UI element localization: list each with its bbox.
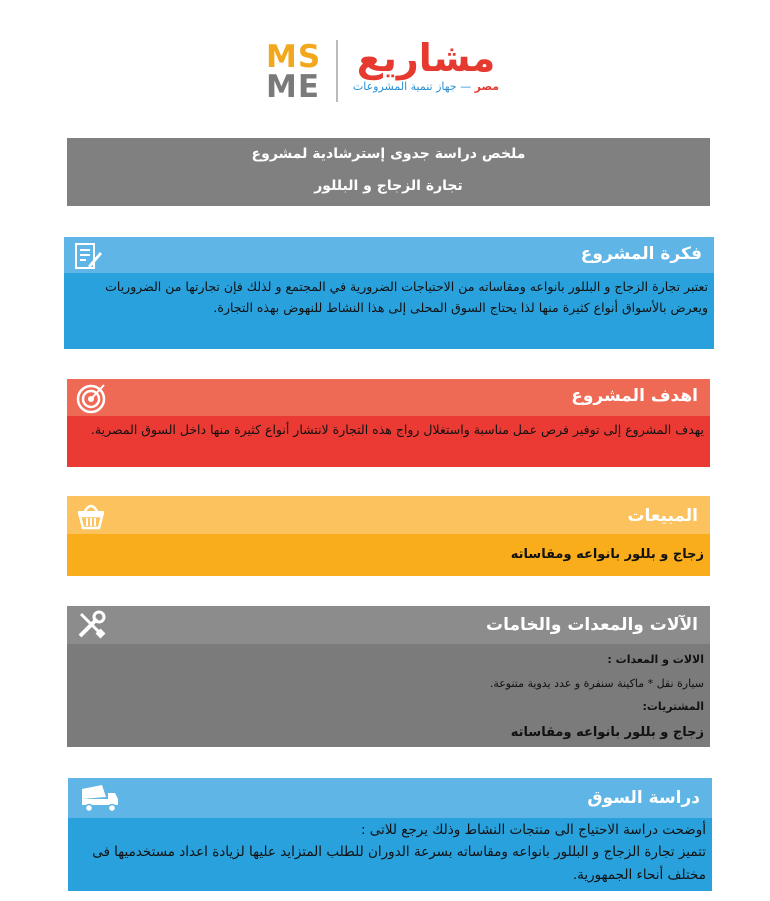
- market-line-1: أوضحت دراسة الاحتياج الى منتجات النشاط وذلك يرجع للاتى :: [360, 822, 706, 838]
- logo-tagline: مصر — جهاز تنمية المشروعات: [352, 80, 500, 93]
- section-sales-title: المبيعات: [627, 506, 698, 526]
- title-line-1: ملخص دراسة جدوى إسترشادية لمشروع: [251, 146, 526, 162]
- logo: [262, 36, 512, 116]
- section-sales-header: [67, 496, 710, 534]
- section-goals-text: يهدف المشروع إلى توفير فرص عمل مناسبة واستغلال رواج هذه التجارة لانتشار أنواع كثيرة منها داخل السوق المصرية.: [90, 422, 704, 437]
- logo-arabic: [342, 36, 510, 94]
- logo-arabic-main: مشاريع: [356, 36, 496, 80]
- section-goals-header: [67, 379, 710, 416]
- section-idea-body: [64, 273, 714, 349]
- section-goals-body: [67, 416, 710, 467]
- edit-document-icon: [72, 240, 104, 272]
- title-box: [67, 138, 710, 206]
- section-idea-text: تعتبر تجارة الزجاج و البللور بانواعه ومقاساته من الاحتياجات الضرورية في المجتمع و لذلك فإن تجارتها من الضروريات ويعرض بالأسواق أنواع كثيرة منها لذا يحتاج السوق المحلى إلى هذا النشاط للنهوض بهذه التجارة.: [105, 279, 708, 315]
- section-idea-title: فكرة المشروع: [580, 244, 702, 264]
- section-idea-header: [64, 237, 714, 273]
- equipment-line-1: سيارة نقل * ماكينة سنفرة و عدد يدوية متنوعة.: [489, 677, 704, 690]
- equipment-subheading-1: الالات و المعدات :: [607, 653, 704, 666]
- section-market-body: [68, 818, 712, 891]
- market-line-2: تتميز تجارة الزجاج و البللور بانواعه ومقاساته بسرعة الدوران للطلب المتزايد عليها لزيادة اعداد مستخدميها فى مختلف أنحاء الجمهورية.: [92, 844, 706, 883]
- section-market-title: دراسة السوق: [587, 788, 700, 808]
- basket-icon: [75, 499, 107, 531]
- section-sales-body: [67, 534, 710, 576]
- title-line-2: تجارة الزجاج و البللور: [314, 178, 463, 194]
- equipment-line-2: زجاج و بللور بانواعه ومقاساته: [510, 725, 704, 740]
- logo-separator: [336, 40, 338, 102]
- truck-icon: [78, 781, 122, 813]
- section-equipment-title: الآلات والمعدات والخامات: [486, 615, 698, 635]
- section-sales-text: زجاج و بللور بانواعه ومقاساته: [510, 547, 704, 562]
- section-goals-title: اهدف المشروع: [571, 386, 698, 406]
- equipment-subheading-2: المشتريات:: [642, 700, 704, 713]
- target-icon: [75, 382, 107, 414]
- section-market-header: [68, 778, 712, 818]
- tools-icon: [75, 609, 107, 641]
- msme-logo-text: MS ME: [266, 39, 322, 105]
- section-equipment-header: [67, 606, 710, 644]
- section-equipment-body: [67, 644, 710, 747]
